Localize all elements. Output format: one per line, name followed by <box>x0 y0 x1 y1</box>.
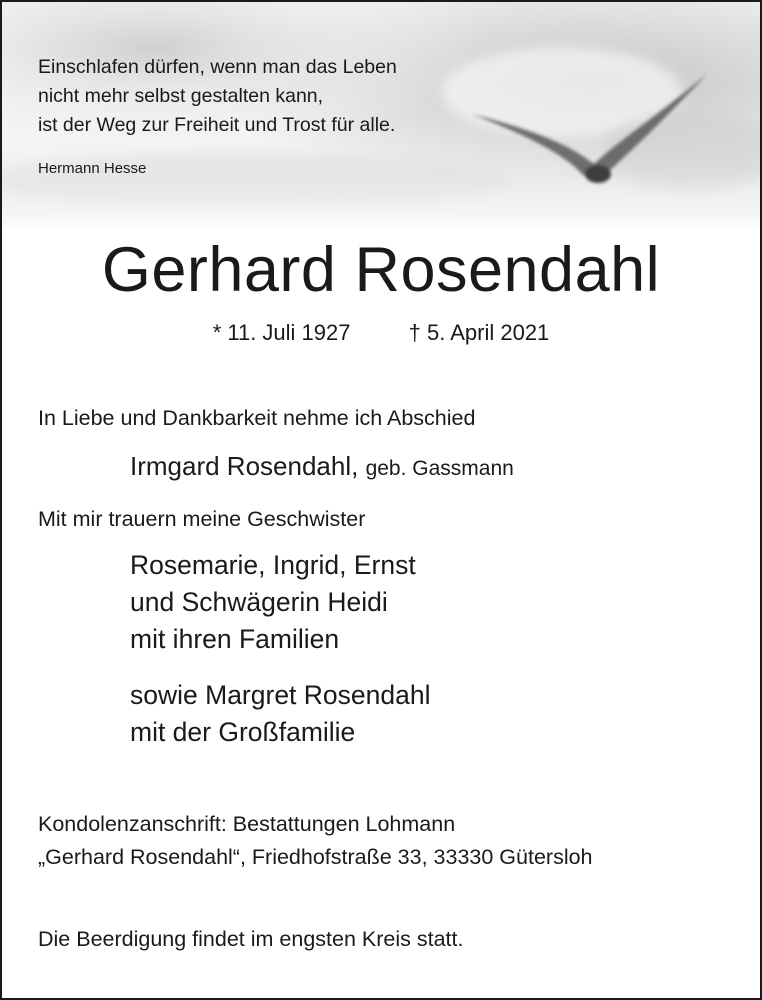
death-date: † 5. April 2021 <box>408 320 550 345</box>
birth-date: * 11. Juli 1927 <box>212 320 351 345</box>
quote-line: ist der Weg zur Freiheit und Trost für alle. <box>38 114 396 136</box>
widow-maiden-name: geb. Gassmann <box>365 457 514 480</box>
deceased-name: Gerhard Rosendahl <box>101 235 661 305</box>
farewell-intro: In Liebe und Dankbarkeit nehme ich Abschied <box>38 406 476 430</box>
quote-line: Einschlafen dürfen, wenn man das Leben <box>38 56 397 78</box>
widow-line <box>130 451 514 482</box>
mourner-line: mit ihren Familien <box>130 624 340 654</box>
funeral-note: Die Beerdigung findet im engsten Kreis statt. <box>38 927 464 951</box>
life-dates <box>2 320 760 346</box>
condolence-line: „Gerhard Rosendahl“, Friedhofstraße 33, 33330 Gütersloh <box>38 845 593 869</box>
quote-line: nicht mehr selbst gestalten kann, <box>38 85 324 107</box>
mourner-line: mit der Großfamilie <box>130 717 356 747</box>
mourner-line: Rosemarie, Ingrid, Ernst <box>130 550 416 580</box>
condolence-address <box>38 808 593 874</box>
widow-name: Irmgard Rosendahl, <box>130 451 359 481</box>
mourners-group-siblings <box>130 547 416 658</box>
mourner-line: und Schwägerin Heidi <box>130 587 388 617</box>
quote-author: Hermann Hesse <box>38 160 147 177</box>
quote-block <box>38 53 397 140</box>
condolence-line: Kondolenzanschrift: Bestattungen Lohmann <box>38 812 456 836</box>
mourners-intro: Mit mir trauern meine Geschwister <box>38 507 366 531</box>
mourners-group-extended <box>130 677 430 751</box>
mourner-line: sowie Margret Rosendahl <box>130 680 431 710</box>
